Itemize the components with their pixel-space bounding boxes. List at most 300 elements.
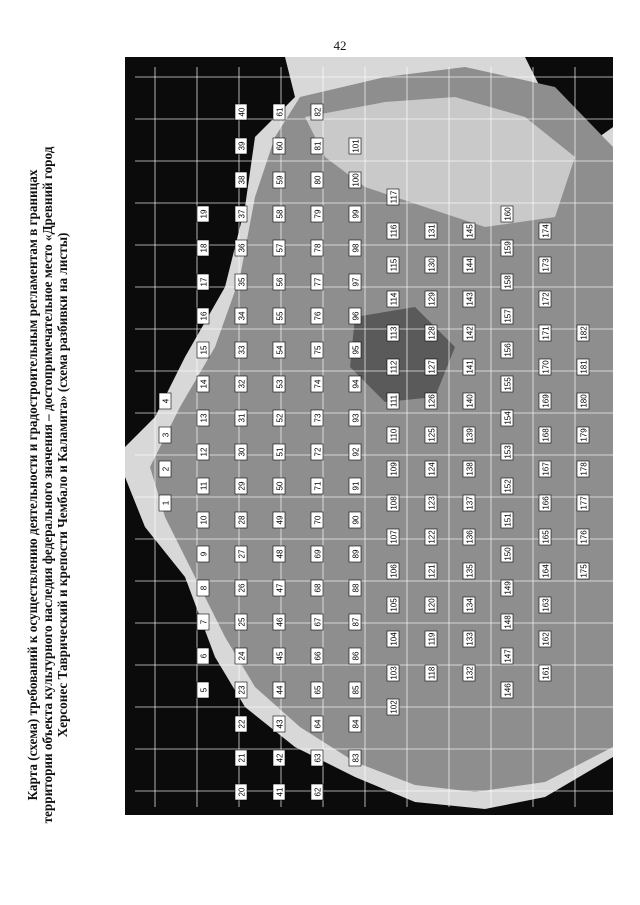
sheet-label-text: 92 <box>351 447 361 457</box>
sheet-label-text: 153 <box>503 445 513 459</box>
sheet-label-group <box>273 308 285 324</box>
sheet-label-group <box>235 138 247 154</box>
sheet-label-group <box>425 665 437 681</box>
sheet-label-text: 116 <box>389 224 399 238</box>
sheet-label-group <box>311 274 323 290</box>
sheet-label-group <box>235 172 247 188</box>
sheet-label-group <box>235 274 247 290</box>
sheet-label-text: 54 <box>275 345 285 355</box>
sheet-label-text: 38 <box>237 175 247 185</box>
sheet-label-text: 154 <box>503 411 513 425</box>
sheet-label-text: 144 <box>465 258 475 272</box>
sheet-label-text: 143 <box>465 292 475 306</box>
sheet-label-group <box>425 461 437 477</box>
sheet-label-text: 83 <box>351 753 361 763</box>
sheet-label-text: 180 <box>579 394 589 408</box>
sheet-label-text: 52 <box>275 413 285 423</box>
sheet-label-text: 32 <box>237 379 247 389</box>
sheet-label-group <box>463 427 475 443</box>
sheet-label-text: 50 <box>275 481 285 491</box>
sheet-label-text: 14 <box>199 379 209 389</box>
sheet-label-group <box>539 631 551 647</box>
sheet-label-text: 119 <box>427 632 437 646</box>
sheet-label-group <box>235 716 247 732</box>
sheet-label-text: 20 <box>237 787 247 797</box>
sheet-label-group <box>197 206 209 222</box>
sheet-label-text: 107 <box>389 530 399 544</box>
sheet-label-text: 173 <box>541 258 551 272</box>
sheet-label-group <box>197 308 209 324</box>
sheet-label-group <box>311 172 323 188</box>
sheet-label-group <box>425 529 437 545</box>
sheet-label-text: 179 <box>579 428 589 442</box>
sheet-label-text: 140 <box>465 394 475 408</box>
sheet-label-text: 150 <box>503 547 513 561</box>
sheet-label-group <box>425 597 437 613</box>
sheet-label-text: 77 <box>313 277 323 287</box>
sheet-label-text: 62 <box>313 787 323 797</box>
sheet-label-text: 102 <box>389 700 399 714</box>
sheet-label-group <box>311 546 323 562</box>
sheet-label-text: 169 <box>541 394 551 408</box>
sheet-label-text: 42 <box>275 753 285 763</box>
sheet-label-text: 72 <box>313 447 323 457</box>
sheet-label-text: 68 <box>313 583 323 593</box>
sheet-label-group <box>501 444 513 460</box>
sheet-label-text: 132 <box>465 666 475 680</box>
sheet-label-group <box>273 614 285 630</box>
sheet-label-group <box>349 376 361 392</box>
sheet-label-group <box>577 529 589 545</box>
sheet-label-text: 33 <box>237 345 247 355</box>
sheet-label-group <box>463 529 475 545</box>
sheet-label-group <box>273 512 285 528</box>
sheet-label-text: 25 <box>237 617 247 627</box>
sheet-label-text: 89 <box>351 549 361 559</box>
sheet-label-text: 111 <box>389 394 399 408</box>
sheet-label-text: 118 <box>427 666 437 680</box>
sheet-label-text: 125 <box>427 428 437 442</box>
sheet-label-group <box>159 495 171 511</box>
sheet-label-group <box>539 393 551 409</box>
sheet-label-group <box>197 682 209 698</box>
sheet-label-group <box>235 512 247 528</box>
sheet-label-text: 158 <box>503 275 513 289</box>
sheet-label-text: 27 <box>237 549 247 559</box>
sheet-label-text: 106 <box>389 564 399 578</box>
sheet-label-group <box>273 478 285 494</box>
sheet-label-group <box>501 546 513 562</box>
sheet-label-group <box>349 410 361 426</box>
sheet-label-text: 59 <box>275 175 285 185</box>
sheet-label-text: 43 <box>275 719 285 729</box>
sheet-label-group <box>387 359 399 375</box>
sheet-label-text: 126 <box>427 394 437 408</box>
sheet-label-group <box>501 478 513 494</box>
sheet-label-text: 115 <box>389 258 399 272</box>
sheet-label-group <box>577 563 589 579</box>
sheet-layout-map <box>125 57 613 815</box>
sheet-label-text: 124 <box>427 462 437 476</box>
page-number: 42 <box>333 38 347 53</box>
sheet-label-text: 168 <box>541 428 551 442</box>
sheet-label-text: 86 <box>351 651 361 661</box>
sheet-label-text: 103 <box>389 666 399 680</box>
sheet-label-group <box>349 172 361 188</box>
sheet-label-group <box>235 308 247 324</box>
sheet-label-text: 17 <box>199 277 209 287</box>
sheet-label-group <box>425 427 437 443</box>
sheet-label-text: 28 <box>237 515 247 525</box>
sheet-label-group <box>501 682 513 698</box>
sheet-label-group <box>349 138 361 154</box>
sheet-label-text: 6 <box>199 653 209 659</box>
sheet-label-group <box>197 648 209 664</box>
sheet-label-group <box>577 359 589 375</box>
sheet-label-group <box>501 614 513 630</box>
sheet-label-group <box>387 461 399 477</box>
sheet-label-text: 135 <box>465 564 475 578</box>
sheet-label-text: 121 <box>427 564 437 578</box>
sheet-label-text: 113 <box>389 326 399 340</box>
sheet-label-text: 41 <box>275 787 285 797</box>
sheet-label-text: 172 <box>541 292 551 306</box>
sheet-label-group <box>235 682 247 698</box>
sheet-label-group <box>425 291 437 307</box>
sheet-label-text: 55 <box>275 311 285 321</box>
title-line-1: Карта (схема) требований к осуществлению деятельности и градостроительным регламентам в границах <box>25 169 40 801</box>
sheet-label-text: 57 <box>275 243 285 253</box>
sheet-label-group <box>273 104 285 120</box>
sheet-label-group <box>235 648 247 664</box>
sheet-label-group <box>311 750 323 766</box>
sheet-label-text: 46 <box>275 617 285 627</box>
sheet-label-group <box>349 614 361 630</box>
sheet-label-text: 109 <box>389 462 399 476</box>
sheet-label-group <box>235 104 247 120</box>
sheet-label-text: 151 <box>503 513 513 527</box>
sheet-label-text: 11 <box>199 481 209 491</box>
sheet-label-text: 164 <box>541 564 551 578</box>
sheet-label-text: 82 <box>313 107 323 117</box>
sheet-label-group <box>197 376 209 392</box>
sheet-label-group <box>311 410 323 426</box>
sheet-label-text: 4 <box>161 398 171 404</box>
sheet-label-text: 73 <box>313 413 323 423</box>
sheet-label-group <box>463 291 475 307</box>
sheet-label-text: 23 <box>237 685 247 695</box>
sheet-label-group <box>235 342 247 358</box>
sheet-label-group <box>539 325 551 341</box>
sheet-label-text: 3 <box>161 432 171 438</box>
sheet-label-text: 136 <box>465 530 475 544</box>
sheet-label-text: 21 <box>237 753 247 763</box>
sheet-label-text: 159 <box>503 241 513 255</box>
sheet-label-group <box>311 614 323 630</box>
sheet-label-text: 108 <box>389 496 399 510</box>
sheet-label-text: 75 <box>313 345 323 355</box>
sheet-label-group <box>387 393 399 409</box>
sheet-label-text: 105 <box>389 598 399 612</box>
sheet-label-text: 101 <box>351 139 361 153</box>
sheet-label-text: 110 <box>389 428 399 442</box>
title-line-3: Херсонес Таврический и крепости Чембало и Каламита» (схема разбивки на листы) <box>55 232 70 738</box>
sheet-label-group <box>349 444 361 460</box>
sheet-label-group <box>311 104 323 120</box>
sheet-label-text: 134 <box>465 598 475 612</box>
sheet-label-text: 94 <box>351 379 361 389</box>
sheet-label-group <box>349 512 361 528</box>
sheet-label-text: 181 <box>579 360 589 374</box>
sheet-label-group <box>577 461 589 477</box>
sheet-label-text: 141 <box>465 360 475 374</box>
sheet-label-group <box>425 393 437 409</box>
sheet-label-group <box>273 546 285 562</box>
sheet-label-group <box>463 393 475 409</box>
sheet-label-group <box>387 699 399 715</box>
sheet-label-group <box>197 478 209 494</box>
sheet-label-text: 19 <box>199 209 209 219</box>
sheet-label-group <box>273 376 285 392</box>
sheet-label-text: 70 <box>313 515 323 525</box>
sheet-label-group <box>425 359 437 375</box>
sheet-label-group <box>273 750 285 766</box>
sheet-label-group <box>273 274 285 290</box>
sheet-label-text: 34 <box>237 311 247 321</box>
sheet-label-text: 8 <box>199 585 209 591</box>
sheet-label-text: 74 <box>313 379 323 389</box>
sheet-label-group <box>349 274 361 290</box>
sheet-label-text: 182 <box>579 326 589 340</box>
sheet-label-text: 49 <box>275 515 285 525</box>
sheet-label-text: 152 <box>503 479 513 493</box>
sheet-label-group <box>463 257 475 273</box>
sheet-label-text: 78 <box>313 243 323 253</box>
sheet-label-text: 29 <box>237 481 247 491</box>
sheet-label-group <box>159 393 171 409</box>
sheet-label-group <box>197 342 209 358</box>
sheet-label-group <box>311 308 323 324</box>
sheet-label-group <box>463 597 475 613</box>
sheet-label-group <box>501 274 513 290</box>
sheet-label-group <box>311 138 323 154</box>
sheet-label-group <box>311 648 323 664</box>
sheet-label-group <box>501 342 513 358</box>
sheet-label-text: 60 <box>275 141 285 151</box>
sheet-label-group <box>387 631 399 647</box>
sheet-label-text: 71 <box>313 481 323 491</box>
sheet-label-group <box>197 580 209 596</box>
sheet-label-group <box>463 495 475 511</box>
sheet-label-text: 137 <box>465 496 475 510</box>
sheet-label-group <box>311 376 323 392</box>
sheet-label-text: 31 <box>237 413 247 423</box>
sheet-label-group <box>349 648 361 664</box>
sheet-label-group <box>311 512 323 528</box>
sheet-label-text: 47 <box>275 583 285 593</box>
sheet-label-group <box>273 342 285 358</box>
sheet-label-text: 145 <box>465 224 475 238</box>
sheet-label-group <box>235 444 247 460</box>
sheet-label-group <box>425 257 437 273</box>
sheet-label-group <box>349 342 361 358</box>
sheet-label-group <box>349 478 361 494</box>
map-title <box>25 135 115 835</box>
sheet-label-group <box>425 563 437 579</box>
sheet-label-text: 12 <box>199 447 209 457</box>
sheet-label-text: 69 <box>313 549 323 559</box>
sheet-label-group <box>501 240 513 256</box>
sheet-label-text: 87 <box>351 617 361 627</box>
sheet-label-text: 67 <box>313 617 323 627</box>
sheet-label-group <box>463 563 475 579</box>
sheet-label-text: 61 <box>275 107 285 117</box>
sheet-label-group <box>311 682 323 698</box>
sheet-label-text: 45 <box>275 651 285 661</box>
sheet-label-text: 36 <box>237 243 247 253</box>
sheet-label-group <box>577 427 589 443</box>
sheet-label-text: 178 <box>579 462 589 476</box>
sheet-label-group <box>273 444 285 460</box>
sheet-label-group <box>273 240 285 256</box>
sheet-label-text: 63 <box>313 753 323 763</box>
title-line-2: территории объекта культурного наследия федерального значения – достопримечательное место «Древний город <box>40 146 55 824</box>
sheet-label-group <box>273 648 285 664</box>
sheet-label-text: 44 <box>275 685 285 695</box>
sheet-label-group <box>311 716 323 732</box>
sheet-label-text: 2 <box>161 466 171 472</box>
sheet-label-text: 91 <box>351 481 361 491</box>
sheet-label-text: 85 <box>351 685 361 695</box>
sheet-label-group <box>273 410 285 426</box>
sheet-label-group <box>349 682 361 698</box>
sheet-label-text: 1 <box>161 500 171 506</box>
sheet-label-group <box>235 478 247 494</box>
sheet-label-group <box>387 495 399 511</box>
sheet-label-text: 16 <box>199 311 209 321</box>
sheet-label-group <box>311 580 323 596</box>
sheet-label-group <box>197 240 209 256</box>
sheet-label-group <box>311 342 323 358</box>
sheet-label-group <box>235 580 247 596</box>
sheet-label-text: 26 <box>237 583 247 593</box>
sheet-label-text: 53 <box>275 379 285 389</box>
sheet-label-group <box>349 240 361 256</box>
sheet-label-group <box>577 495 589 511</box>
sheet-label-group <box>235 546 247 562</box>
sheet-label-text: 76 <box>313 311 323 321</box>
sheet-label-text: 174 <box>541 224 551 238</box>
sheet-label-group <box>197 512 209 528</box>
sheet-label-text: 66 <box>313 651 323 661</box>
sheet-label-group <box>235 376 247 392</box>
sheet-label-text: 114 <box>389 292 399 306</box>
sheet-label-group <box>273 682 285 698</box>
sheet-label-text: 48 <box>275 549 285 559</box>
sheet-label-text: 10 <box>199 515 209 525</box>
sheet-label-text: 58 <box>275 209 285 219</box>
sheet-label-group <box>273 172 285 188</box>
sheet-label-text: 175 <box>579 564 589 578</box>
sheet-label-group <box>197 444 209 460</box>
sheet-label-text: 147 <box>503 649 513 663</box>
sheet-label-group <box>501 376 513 392</box>
sheet-label-text: 112 <box>389 360 399 374</box>
sheet-label-group <box>539 461 551 477</box>
sheet-label-text: 84 <box>351 719 361 729</box>
sheet-label-group <box>159 427 171 443</box>
sheet-label-text: 160 <box>503 207 513 221</box>
sheet-label-group <box>425 325 437 341</box>
sheet-label-text: 15 <box>199 345 209 355</box>
sheet-label-text: 40 <box>237 107 247 117</box>
sheet-label-group <box>463 325 475 341</box>
sheet-label-text: 99 <box>351 209 361 219</box>
sheet-label-group <box>349 580 361 596</box>
sheet-label-group <box>349 206 361 222</box>
sheet-label-group <box>349 308 361 324</box>
sheet-label-text: 130 <box>427 258 437 272</box>
sheet-label-text: 155 <box>503 377 513 391</box>
sheet-label-text: 156 <box>503 343 513 357</box>
sheet-label-group <box>425 631 437 647</box>
sheet-label-text: 133 <box>465 632 475 646</box>
sheet-label-text: 51 <box>275 447 285 457</box>
sheet-label-text: 35 <box>237 277 247 287</box>
sheet-label-group <box>273 716 285 732</box>
sheet-label-text: 7 <box>199 619 209 625</box>
sheet-label-text: 157 <box>503 309 513 323</box>
sheet-label-text: 93 <box>351 413 361 423</box>
sheet-label-text: 64 <box>313 719 323 729</box>
sheet-label-group <box>349 546 361 562</box>
sheet-label-group <box>235 410 247 426</box>
sheet-label-group <box>539 529 551 545</box>
sheet-label-group <box>235 206 247 222</box>
sheet-label-group <box>425 223 437 239</box>
sheet-label-group <box>235 240 247 256</box>
sheet-label-group <box>501 206 513 222</box>
sheet-label-text: 96 <box>351 311 361 321</box>
sheet-label-text: 167 <box>541 462 551 476</box>
sheet-label-group <box>539 495 551 511</box>
sheet-label-group <box>197 274 209 290</box>
sheet-label-group <box>273 784 285 800</box>
sheet-label-text: 65 <box>313 685 323 695</box>
sheet-label-text: 120 <box>427 598 437 612</box>
sheet-label-text: 138 <box>465 462 475 476</box>
sheet-label-group <box>235 750 247 766</box>
sheet-label-group <box>539 427 551 443</box>
sheet-label-group <box>463 359 475 375</box>
sheet-label-group <box>501 512 513 528</box>
sheet-label-group <box>387 529 399 545</box>
sheet-label-text: 149 <box>503 581 513 595</box>
sheet-label-group <box>539 597 551 613</box>
sheet-label-text: 39 <box>237 141 247 151</box>
sheet-label-text: 170 <box>541 360 551 374</box>
sheet-label-group <box>311 444 323 460</box>
sheet-label-text: 117 <box>389 190 399 204</box>
sheet-label-group <box>349 716 361 732</box>
sheet-label-group <box>539 257 551 273</box>
sheet-label-text: 13 <box>199 413 209 423</box>
sheet-label-group <box>273 206 285 222</box>
sheet-label-text: 56 <box>275 277 285 287</box>
sheet-label-group <box>387 563 399 579</box>
sheet-label-text: 131 <box>427 224 437 238</box>
sheet-label-text: 166 <box>541 496 551 510</box>
